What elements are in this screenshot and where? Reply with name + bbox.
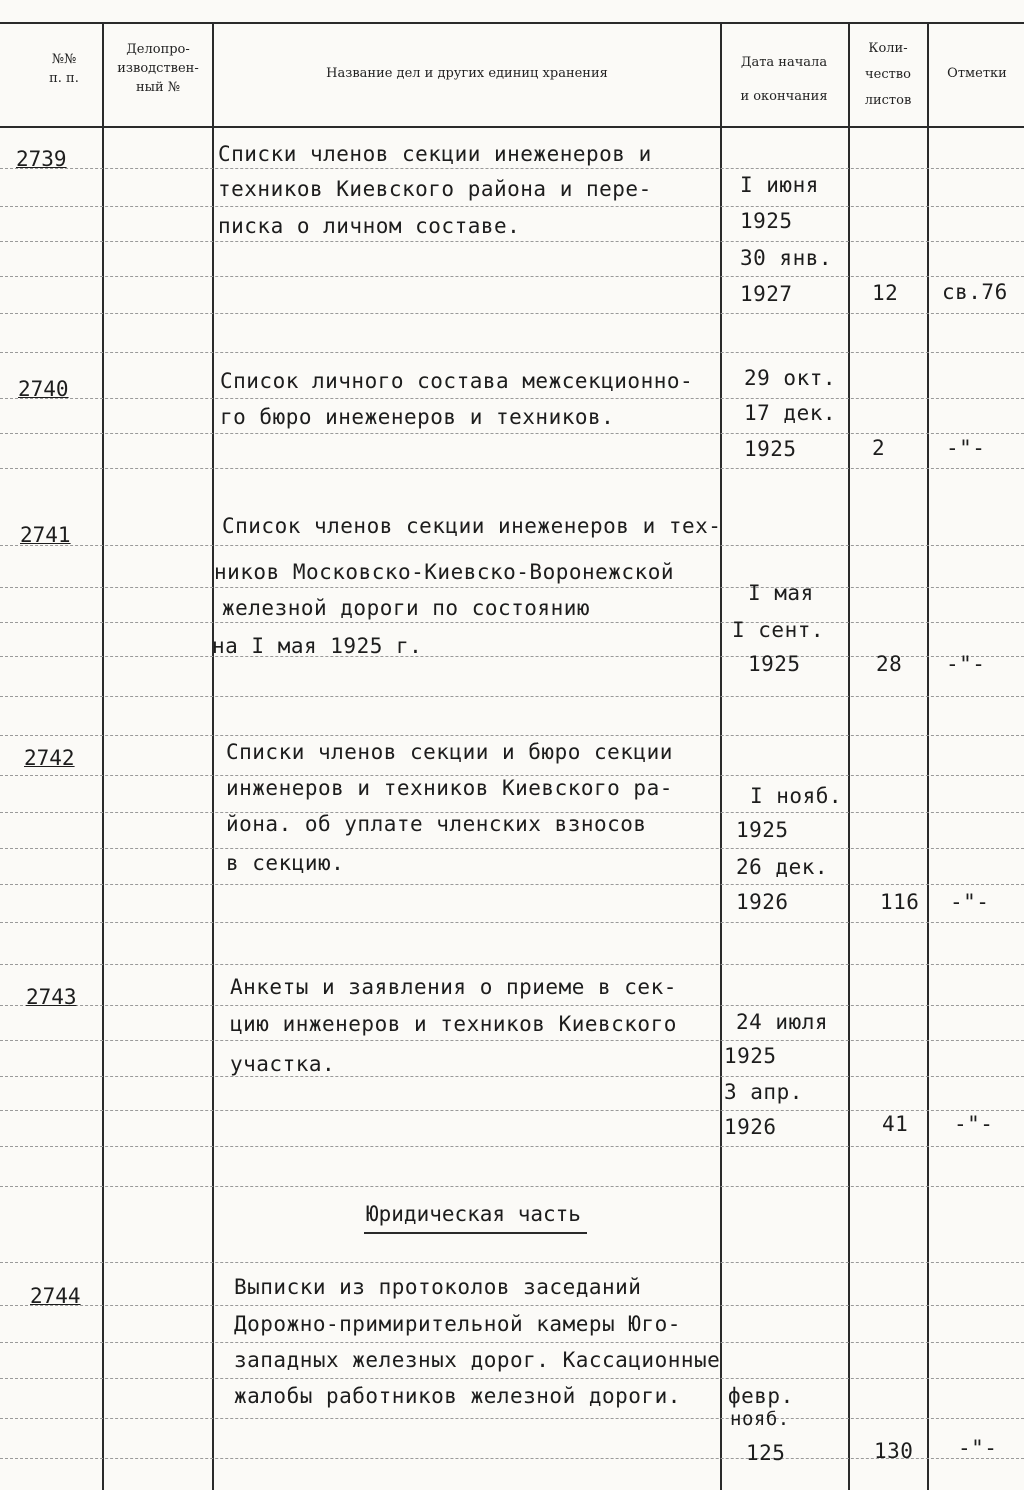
- row-number: 2742: [24, 746, 75, 770]
- header-top-rule: [0, 22, 1024, 24]
- row-date: 1925: [736, 818, 789, 842]
- header-dates: Дата начала и окончания: [740, 55, 828, 104]
- header-bottom-rule: [0, 126, 1024, 128]
- row-line: [0, 1186, 1024, 1187]
- row-line: [0, 433, 1024, 434]
- section-heading: Юридическая часть: [364, 1202, 587, 1234]
- row-title-line: западных железных дорог. Кассационные: [234, 1348, 721, 1372]
- row-line: [0, 1378, 1024, 1379]
- row-line: [0, 735, 1024, 736]
- row-line: [0, 168, 1024, 169]
- row-line: [0, 1040, 1024, 1041]
- header-office-number: Делопро- изводствен- ный №: [117, 42, 199, 95]
- row-line: [0, 1305, 1024, 1306]
- row-date: 24 июля: [736, 1010, 829, 1034]
- row-number: 2740: [18, 377, 69, 401]
- row-date: 1925: [724, 1044, 777, 1068]
- row-line: [0, 1110, 1024, 1111]
- row-line: [0, 1418, 1024, 1419]
- row-date: 1926: [724, 1115, 777, 1139]
- row-mark: -"-: [946, 436, 986, 460]
- row-title-line: йона. об уплате членских взносов: [226, 812, 647, 836]
- row-date: 3 апр.: [724, 1080, 803, 1104]
- row-title-line: Анкеты и заявления о приеме в сек-: [230, 975, 677, 999]
- row-date: 26 дек.: [736, 855, 829, 879]
- row-date: февр.: [728, 1384, 794, 1408]
- row-sheet-count: 2: [872, 436, 886, 460]
- column-divider: [102, 22, 104, 1490]
- row-sheet-count: 28: [876, 652, 903, 676]
- row-line: [0, 313, 1024, 314]
- row-date: I мая: [748, 581, 814, 605]
- row-line: [0, 468, 1024, 469]
- header-item-number: №№ п. п.: [49, 52, 79, 86]
- row-title-line: Выписки из протоколов заседаний: [234, 1275, 642, 1299]
- row-date: 1925: [740, 209, 793, 233]
- row-sheet-count: 116: [880, 890, 920, 914]
- row-mark: -"-: [946, 652, 986, 676]
- row-title-line: железной дороги по состоянию: [222, 596, 591, 620]
- row-title-line: жалобы работников железной дороги.: [234, 1384, 681, 1408]
- header-sheet-count: Коли- чество листов: [864, 41, 912, 108]
- column-divider: [848, 22, 850, 1490]
- row-title-line: техников Киевского района и пере-: [218, 177, 652, 201]
- row-line: [0, 848, 1024, 849]
- row-date: 29 окт.: [744, 366, 837, 390]
- row-line: [0, 884, 1024, 885]
- row-title-line: писка о личном составе.: [218, 214, 521, 238]
- row-line: [0, 206, 1024, 207]
- row-line: [0, 656, 1024, 657]
- row-sheet-count: 130: [874, 1439, 914, 1463]
- row-line: [0, 352, 1024, 353]
- row-line: [0, 398, 1024, 399]
- row-date: I июня: [740, 173, 819, 197]
- row-line: [0, 1262, 1024, 1263]
- row-line: [0, 1342, 1024, 1343]
- row-date: I нояб.: [750, 784, 843, 808]
- row-line: [0, 622, 1024, 623]
- row-mark: св.76: [942, 280, 1008, 304]
- row-date: 17 дек.: [744, 401, 837, 425]
- row-date: нояб.: [730, 1408, 790, 1430]
- row-line: [0, 1458, 1024, 1459]
- row-title-line: Списки членов секции инеженеров и: [218, 142, 652, 166]
- row-date: 1925: [744, 437, 797, 461]
- row-mark: -"-: [950, 890, 990, 914]
- row-line: [0, 276, 1024, 277]
- row-line: [0, 696, 1024, 697]
- header-marks: Отметки: [947, 66, 1007, 81]
- row-date: I сент.: [732, 618, 825, 642]
- row-title-line: в секцию.: [226, 851, 345, 875]
- row-line: [0, 1005, 1024, 1006]
- row-number: 2739: [16, 147, 67, 171]
- row-sheet-count: 41: [882, 1112, 909, 1136]
- column-divider: [212, 22, 214, 1490]
- row-date: 30 янв.: [740, 246, 833, 270]
- row-line: [0, 1076, 1024, 1077]
- row-line: [0, 922, 1024, 923]
- row-title-line: на I мая 1925 г.: [212, 634, 423, 658]
- row-line: [0, 241, 1024, 242]
- row-title-line: инженеров и техников Киевского ра-: [226, 776, 673, 800]
- row-sheet-count: 12: [872, 281, 899, 305]
- row-line: [0, 545, 1024, 546]
- row-mark: -"-: [954, 1112, 994, 1136]
- row-title-line: участка.: [230, 1052, 336, 1076]
- row-line: [0, 1146, 1024, 1147]
- header-title: Название дел и других единиц хранения: [326, 66, 608, 81]
- row-title-line: го бюро инеженеров и техников.: [220, 405, 615, 429]
- row-date: 1927: [740, 282, 793, 306]
- row-line: [0, 587, 1024, 588]
- row-date: 1925: [748, 652, 801, 676]
- row-date: 1926: [736, 890, 789, 914]
- row-title-line: Дорожно-примирительной камеры Юго-: [234, 1312, 681, 1336]
- row-title-line: цию инженеров и техников Киевского: [230, 1012, 677, 1036]
- column-divider: [720, 22, 722, 1490]
- row-mark: -"-: [958, 1436, 998, 1460]
- row-line: [0, 964, 1024, 965]
- row-title-line: Список личного состава межсекционно-: [220, 369, 694, 393]
- row-title-line: ников Московско-Киевско-Воронежской: [214, 560, 675, 584]
- row-number: 2744: [30, 1284, 81, 1308]
- row-date: 125: [746, 1441, 786, 1465]
- row-title-line: Списки членов секции и бюро секции: [226, 740, 673, 764]
- row-number: 2741: [20, 523, 71, 547]
- row-title-line: Список членов секции инеженеров и тех-: [222, 514, 722, 538]
- column-divider: [927, 22, 929, 1490]
- row-number: 2743: [26, 985, 77, 1009]
